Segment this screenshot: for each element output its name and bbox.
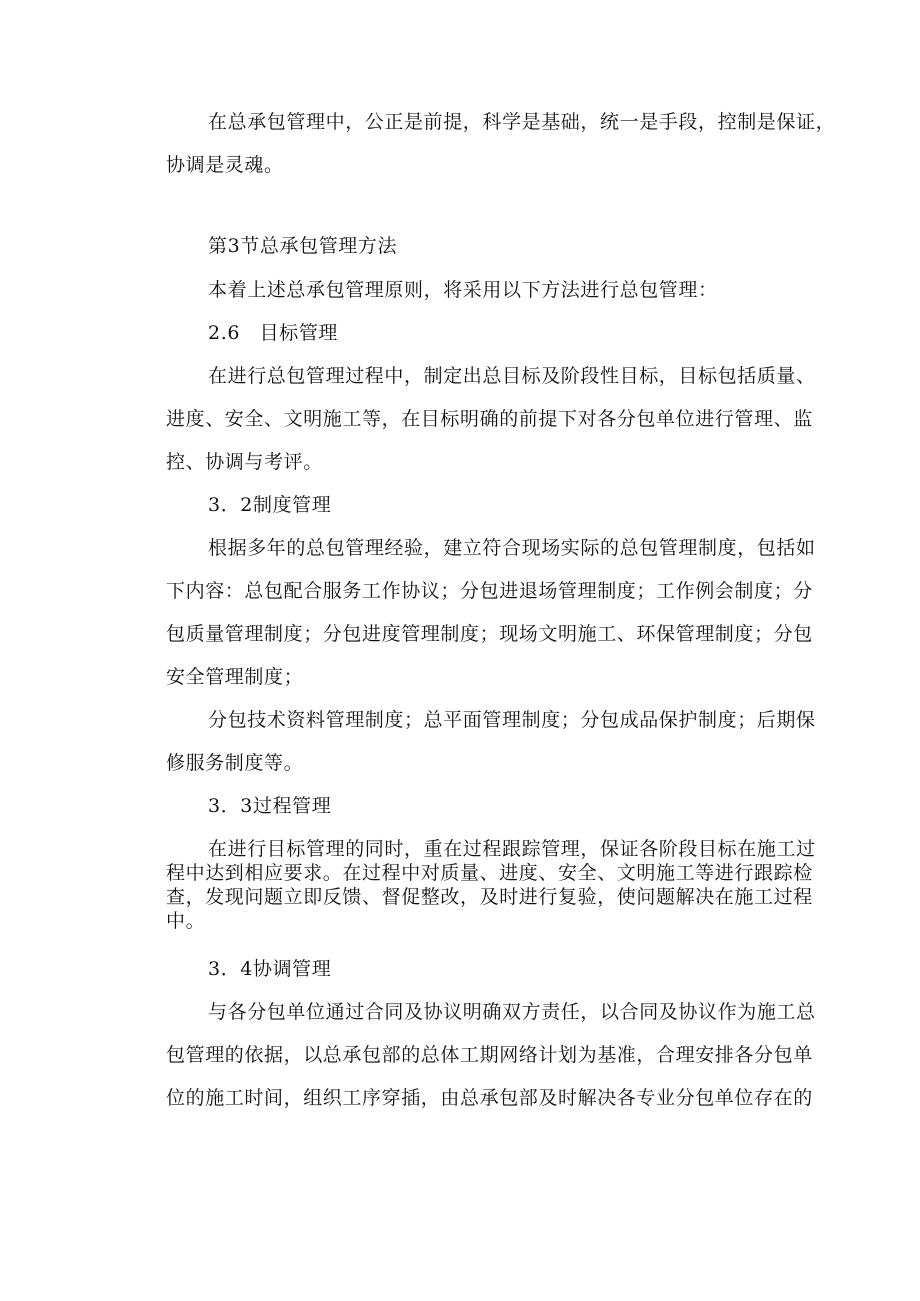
paragraph-line: 在进行总包管理过程中，制定出总目标及阶段性目标，目标包括质量、 <box>208 365 816 387</box>
paragraph-line: 中。 <box>166 910 206 932</box>
paragraph-line: 根据多年的总包管理经验，建立符合现场实际的总包管理制度，包括如 <box>208 537 816 559</box>
paragraph-line: 在总承包管理中，公正是前提，科学是基础，统一是手段，控制是保证， <box>208 111 836 133</box>
paragraph-line: 下内容：总包配合服务工作协议；分包进退场管理制度；工作例会制度；分 <box>166 580 813 602</box>
paragraph-line: 安全管理制度； <box>166 666 304 688</box>
paragraph-line: 位的施工时间，组织工序穿插，由总承包部及时解决各专业分包单位存在的 <box>166 1087 813 1109</box>
paragraph-line: 包质量管理制度；分包进度管理制度；现场文明施工、环保管理制度；分包 <box>166 623 813 645</box>
paragraph-line: 修服务制度等。 <box>166 752 304 774</box>
paragraph-line: 协调是灵魂。 <box>166 154 284 176</box>
subsection-heading: 3．2制度管理 <box>208 494 332 516</box>
paragraph-line: 进度、安全、文明施工等，在目标明确的前提下对各分包单位进行管理、监 <box>166 408 813 430</box>
paragraph-line: 查，发现问题立即反馈、督促整改，及时进行复验，使问题解决在施工过程 <box>166 886 813 908</box>
paragraph-line: 分包技术资料管理制度；总平面管理制度；分包成品保护制度；后期保 <box>208 709 816 731</box>
paragraph-line: 与各分包单位通过合同及协议明确双方责任，以合同及协议作为施工总 <box>208 1001 816 1023</box>
paragraph-line: 包管理的依据，以总承包部的总体工期网络计划为基准，合理安排各分包单 <box>166 1044 813 1066</box>
paragraph-line: 程中达到相应要求。在过程中对质量、进度、安全、文明施工等进行跟踪检 <box>166 862 813 884</box>
subsection-heading: 3．3过程管理 <box>208 795 332 817</box>
section-heading: 第3节总承包管理方法 <box>208 235 398 257</box>
paragraph-line: 控、协调与考评。 <box>166 451 323 473</box>
paragraph-line: 在进行目标管理的同时，重在过程跟踪管理，保证各阶段目标在施工过 <box>208 838 816 860</box>
subsection-heading: 2.6 目标管理 <box>208 322 339 344</box>
subsection-heading: 3．4协调管理 <box>208 958 332 980</box>
paragraph-line: 本着上述总承包管理原则，将采用以下方法进行总包管理： <box>208 279 718 301</box>
